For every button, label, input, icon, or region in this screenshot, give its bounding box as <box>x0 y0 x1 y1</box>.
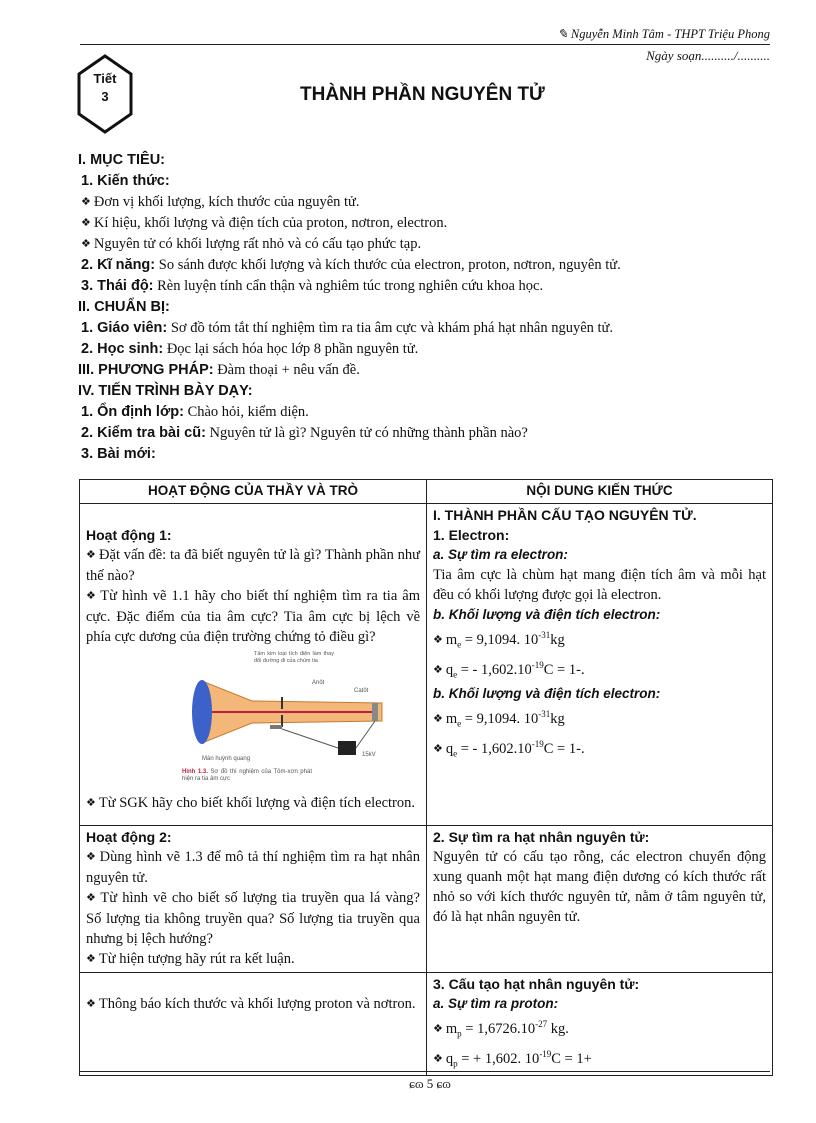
table-header-right: NỘI DUNG KIẾN THỨC <box>427 480 773 504</box>
activity-3-cell <box>80 973 427 1076</box>
footer-divider <box>80 1071 770 1072</box>
lesson-objectives <box>78 150 778 465</box>
bullet-icon: ❖ <box>86 797 96 809</box>
teacher-line: 1. Giáo viên: Sơ đồ tóm tắt thí nghiệm tìm ra tia âm cực và khám phá hạt nhân nguyên tử. <box>81 320 614 336</box>
bullet-icon: ❖ <box>86 998 96 1010</box>
bullet-icon: ❖ <box>433 1052 443 1065</box>
electron-mass-line-repeat: ❖ $m_e = 9,1094$. $10^{-31}kg$ <box>433 709 565 730</box>
attitude-line: 3. Thái độ: Rèn luyện tính cẩn thận và nghiêm túc trong nghiên cứu khoa học. <box>81 278 544 294</box>
section-objectives: I. MỤC TIÊU: <box>78 152 165 168</box>
bullet-icon: ❖ <box>86 953 96 965</box>
section-procedure: IV. TIẾN TRÌNH BÀY DẠY: <box>78 383 253 399</box>
content-section-heading: I. THÀNH PHẦN CẤU TẠO NGUYÊN TỬ. <box>433 507 697 523</box>
bullet-icon: ❖ <box>433 742 443 755</box>
list-item: ❖ Đặt vấn đề: ta đã biết nguyên tử là gì? Thành phần như thế nào? <box>86 547 420 584</box>
electron-discovery-text: Tia âm cực là chùm hạt mang điện tích âm và mỗi hạt đều có khối lượng được gọi là electron. <box>433 567 766 603</box>
bullet-icon: ❖ <box>86 851 97 863</box>
bullet-icon: ❖ <box>433 713 443 726</box>
bullet-icon: ❖ <box>86 892 98 904</box>
bullet-icon: ❖ <box>86 549 97 561</box>
electron-discovery-heading: a. Sự tìm ra electron: <box>433 547 568 562</box>
proton-discovery-heading: a. Sự tìm ra proton: <box>433 996 559 1011</box>
activity-1-cell <box>80 504 427 826</box>
table-row <box>80 973 773 1076</box>
cathode-ray-figure <box>182 651 412 771</box>
lesson-label: Tiết <box>93 71 117 86</box>
proton-charge-line: ❖ $q_p$ = + 1,602. $10^{-19}C = 1+$ <box>433 1048 592 1069</box>
figure-label-cathode: Catôt <box>354 688 369 694</box>
list-item: ❖ Từ hình vẽ cho biết số lượng tia truyền qua lá vàng? Số lượng tia không truyền qua? Số lượng tia truyền qua nhưng bị lệch hướng? <box>86 890 420 947</box>
class-stabilization-line: 1. Ổn định lớp: Chào hỏi, kiểm diện. <box>81 404 309 420</box>
electron-charge-line-repeat: ❖ $q_e$ = - $1,602.10^{-19}C = 1-$. <box>433 739 585 759</box>
content-1-cell <box>427 504 773 826</box>
list-item: ❖ Nguyên tử có khối lượng rất nhỏ và có cấu tạo phức tạp. <box>81 236 422 252</box>
list-item: ❖ Thông báo kích thước và khối lượng proton và nơtron. <box>86 996 416 1012</box>
method-line: III. PHƯƠNG PHÁP: Đàm thoại + nêu vấn đề. <box>78 362 360 378</box>
proton-mass-line: ❖ $m_p = 1,6726.10^{-27}$ kg. <box>433 1019 569 1039</box>
list-item: ❖ Kí hiệu, khối lượng và điện tích của proton, nơtron, electron. <box>81 215 448 231</box>
page-number: ɕɷ 5 ɕɷ <box>409 1076 451 1091</box>
date-line: Ngày soạn........../.......... <box>646 48 770 63</box>
lesson-number: 3 <box>101 89 109 104</box>
table-header-row <box>80 480 773 504</box>
electron-heading: 1. Electron: <box>433 527 510 543</box>
list-item: ❖ Từ hiện tượng hãy rút ra kết luận. <box>86 951 295 967</box>
figure-label-voltage: 15kV <box>362 752 376 758</box>
list-item: ❖ Đơn vị khối lượng, kích thước của nguyên tử. <box>81 194 360 210</box>
table-row <box>80 504 773 826</box>
activity-1-heading: Hoạt động 1: <box>86 527 172 543</box>
activity-2-cell <box>80 826 427 973</box>
electron-mass-charge-heading: b. Khối lượng và điện tích electron: <box>433 607 661 622</box>
bullet-icon: ❖ <box>433 633 443 646</box>
electron-mass-line: ❖ $m_e = 9,1094$. $10^{-31}kg$ <box>433 630 565 650</box>
content-3-cell <box>427 973 773 1076</box>
bullet-icon: ❖ <box>81 196 91 208</box>
figure-label-top: Tấm kim loại tích điện làm thay đổi đường đi của chùm tia <box>254 651 334 664</box>
bullet-icon: ❖ <box>81 238 91 250</box>
section-preparation: II. CHUẨN BỊ: <box>78 299 170 315</box>
table-header-left: HOẠT ĐỘNG CỦA THẦY VÀ TRÒ <box>80 480 427 504</box>
figure-label-screen: Màn huỳnh quang <box>202 756 251 762</box>
list-item: ❖ Từ SGK hãy cho biết khối lượng và điện tích electron. <box>86 795 416 811</box>
electron-charge-line: ❖ $q_e$ = - $1,602.10^{-19}C = 1-$. <box>433 659 585 680</box>
figure-caption: Hình 1.3. Sơ đồ thí nghiệm của Tôm-xơn phát hiện ra tia âm cực <box>182 769 312 782</box>
header-divider <box>80 44 770 45</box>
header-author: ✎ Nguyễn Minh Tâm - THPT Triệu Phong <box>557 27 770 41</box>
electron-mass-charge-heading-repeat: b. Khối lượng và điện tích electron: <box>433 686 661 702</box>
list-item: ❖ Dùng hình vẽ 1.3 để mô tả thí nghiệm tìm ra hạt nhân nguyên tử. <box>86 849 420 886</box>
bullet-icon: ❖ <box>81 217 91 229</box>
bullet-icon: ❖ <box>86 590 98 602</box>
nucleus-discovery-text: Nguyên tử có cấu tạo rỗng, các electron chuyển động xung quanh một hạt mang điện dương có kích thước rất nhỏ so với kích thước nguyên tử, nằm ở tâm nguyên tử, đó là hạt nhân nguyên tử. <box>433 849 766 925</box>
nucleus-discovery-heading: 2. Sự tìm ra hạt nhân nguyên tử: <box>433 829 650 845</box>
lesson-table <box>79 479 773 1076</box>
skills-line: 2. Kĩ năng: So sánh được khối lượng và kích thước của electron, proton, nơtron, nguyên tử. <box>81 257 621 273</box>
lesson-badge <box>77 70 133 106</box>
bullet-icon: ❖ <box>433 1022 443 1035</box>
content-2-cell <box>427 826 773 973</box>
subsection-knowledge: 1. Kiến thức: <box>81 173 170 189</box>
bullet-icon: ❖ <box>433 663 443 676</box>
page-title: THÀNH PHẦN NGUYÊN TỬ <box>300 84 545 105</box>
figure-label-anode: Anôt <box>312 680 325 686</box>
table-row <box>80 826 773 973</box>
old-lesson-check-line: 2. Kiểm tra bài cũ: Nguyên tử là gì? Nguyên tử có những thành phần nào? <box>81 425 528 441</box>
new-lesson-line: 3. Bài mới: <box>81 446 156 462</box>
student-line: 2. Học sinh: Đọc lại sách hóa học lớp 8 phần nguyên tử. <box>81 341 419 357</box>
list-item: ❖ Từ hình vẽ 1.1 hãy cho biết thí nghiệm tìm ra tia âm cực. Đặc điểm của tia âm cực? Tia âm cực bị lệch về phía cực dương của điện trường chứng tỏ điều gì? <box>86 588 420 645</box>
activity-2-heading: Hoạt động 2: <box>86 829 172 845</box>
nucleus-structure-heading: 3. Cấu tạo hạt nhân nguyên tử: <box>433 976 640 992</box>
